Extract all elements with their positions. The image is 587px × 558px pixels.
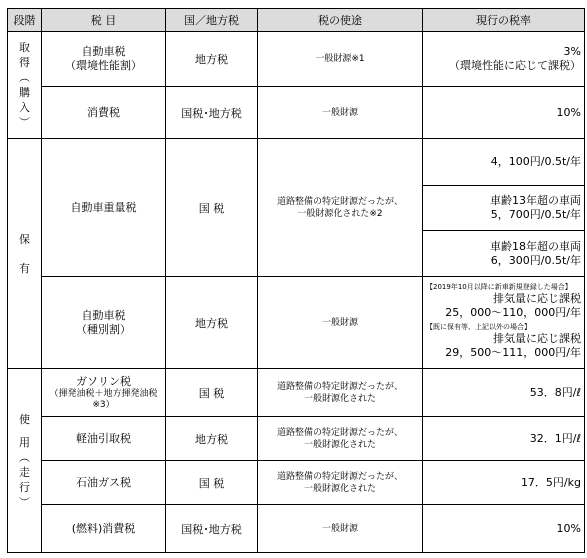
vehicle-tax-table (7, 8, 585, 553)
tax-item: ガソリン税 （揮発油税＋地方揮発油税 ※3） (42, 369, 166, 417)
tax-use: 道路整備の特定財源だったが、 一般財源化された (258, 417, 423, 461)
tax-rate: 車齢13年超の車両 5，700円/0.5t/年 (423, 186, 585, 231)
tax-item: 自動車税 （環境性能割） (42, 32, 166, 87)
table-row (8, 87, 585, 139)
tax-item: 軽油引取税 (42, 417, 166, 461)
tax-rate: 32．1円/ℓ (423, 417, 585, 461)
header-stage: 段階 (8, 9, 42, 32)
rate-note: 【既に保有等、上記以外の場合】 (426, 322, 531, 331)
table-row (8, 505, 585, 553)
header-row (8, 9, 585, 32)
tax-type: 国税･地方税 (166, 505, 258, 553)
tax-rate: 17．5円/kg (423, 461, 585, 505)
header-item: 税 目 (42, 9, 166, 32)
table-row (8, 32, 585, 87)
tax-item: (燃料)消費税 (42, 505, 166, 553)
table-row (8, 417, 585, 461)
tax-type: 地方税 (166, 32, 258, 87)
stage-usage: 使 用 ︵ 走 行 ︶ (8, 369, 42, 553)
table-row (8, 139, 585, 186)
tax-rate: 3% （環境性能に応じて課税） (423, 32, 585, 87)
tax-item: 自動車重量税 (42, 139, 166, 277)
header-tax-type: 国／地方税 (166, 9, 258, 32)
tax-rate: 【2019年10月以降に新車新規登録した場合】 排気量に応じ課税 25，000～110，000円/年 【既に保有等、上記以外の場合】 排気量に応じ課税 29，500～111，000円/年 (423, 277, 585, 369)
tax-item: 自動車税 （種別割） (42, 277, 166, 369)
tax-rate: 車齢18年超の車両 6，300円/0.5t/年 (423, 231, 585, 277)
tax-type: 地方税 (166, 417, 258, 461)
tax-use: 道路整備の特定財源だったが、 一般財源化された (258, 369, 423, 417)
tax-use: 道路整備の特定財源だったが、 一般財源化された※2 (258, 139, 423, 277)
table-row (8, 277, 585, 369)
rate-note: 【2019年10月以降に新車新規登録した場合】 (426, 282, 572, 291)
tax-type: 地方税 (166, 277, 258, 369)
header-use: 税の使途 (258, 9, 423, 32)
stage-hold: 保 有 (8, 139, 42, 369)
tax-use: 一般財源 (258, 277, 423, 369)
tax-rate: 53．8円/ℓ (423, 369, 585, 417)
stage-acquire: 取 得 ︵ 購 入 ︶ (8, 32, 42, 139)
tax-item: 石油ガス税 (42, 461, 166, 505)
tax-use: 道路整備の特定財源だったが、 一般財源化された (258, 461, 423, 505)
tax-use: 一般財源 (258, 505, 423, 553)
tax-item: 消費税 (42, 87, 166, 139)
tax-type: 国 税 (166, 369, 258, 417)
tax-type: 国税･地方税 (166, 87, 258, 139)
table-row (8, 461, 585, 505)
tax-use: 一般財源 (258, 87, 423, 139)
tax-rate: 10% (423, 505, 585, 553)
tax-rate: 4，100円/0.5t/年 (423, 139, 585, 186)
tax-use: 一般財源※1 (258, 32, 423, 87)
tax-type: 国 税 (166, 461, 258, 505)
table-row (8, 369, 585, 417)
tax-type: 国 税 (166, 139, 258, 277)
header-rate: 現行の税率 (423, 9, 585, 32)
tax-rate: 10% (423, 87, 585, 139)
